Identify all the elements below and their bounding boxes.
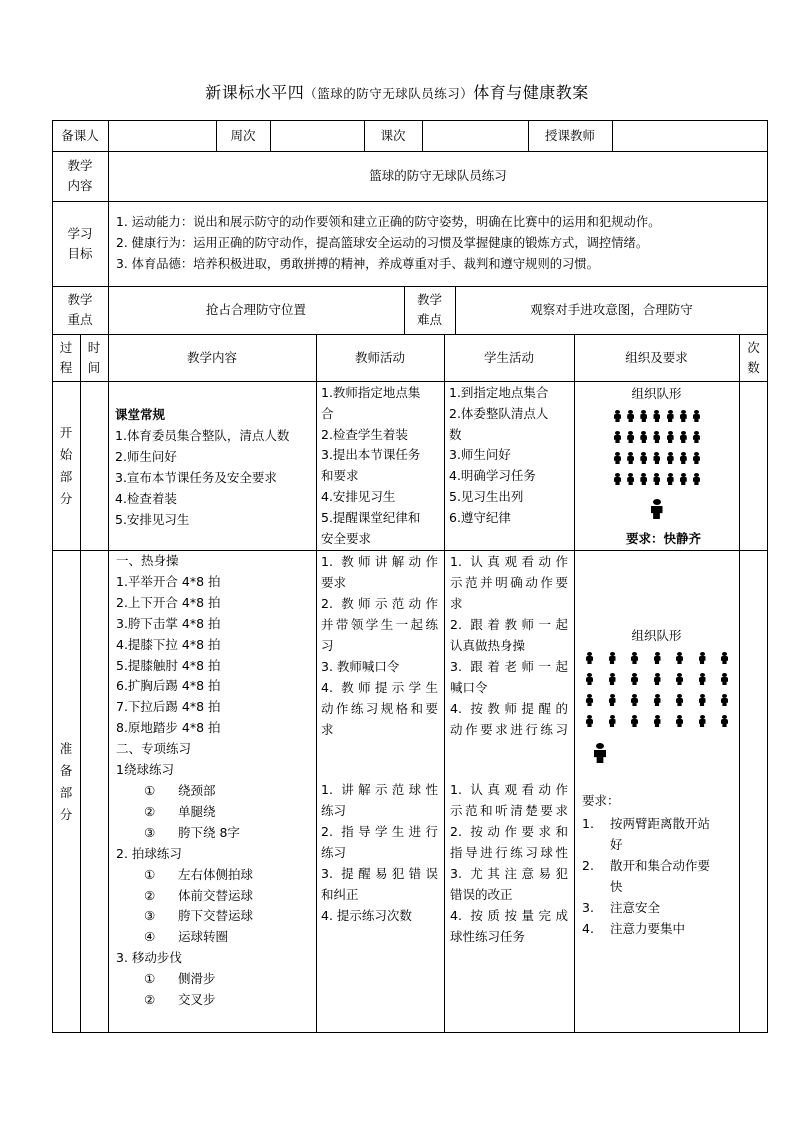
student-icon — [584, 715, 595, 727]
list-item: 5.安排见习生 — [115, 512, 190, 527]
prep-student-b: 1. 认真观看动作 示范和听清楚要求 2. 按动作要求和 指导进行练习球性 3. 尤其注意易犯 错误的改正 4. 按质按量完成 球性练习任务 — [450, 782, 568, 944]
student-icon — [674, 694, 685, 706]
col-content: 教学内容 — [186, 349, 237, 365]
requirement-label: 要求： — [582, 793, 620, 808]
student-icon — [638, 431, 649, 443]
student-icon — [674, 652, 685, 664]
routine-heading: 课堂常规 — [115, 407, 166, 422]
phase-prep: 准 备 部 分 — [59, 740, 73, 822]
student-icon — [629, 673, 640, 685]
list-item: 7.下拉后踢 4*8 拍 — [116, 699, 221, 715]
teacher-label: 授课教师 — [544, 127, 595, 143]
student-icon — [652, 652, 663, 664]
list-item: 4.提膝下拉 4*8 拍 — [116, 636, 221, 652]
student-icon — [612, 431, 623, 443]
student-icon — [625, 431, 636, 443]
student-icon — [678, 452, 689, 464]
preparer-label: 备课人 — [61, 127, 99, 143]
list-item: ④ 运球转圈 — [144, 929, 229, 945]
list-item: ① 左右体侧拍球 — [144, 866, 254, 882]
prep-teacher-b: 1. 讲解示范球性 练习 2. 指导学生进行 练习 3. 提醒易犯错误 和纠正 4. 提示练习次数 — [321, 782, 438, 923]
list-item: 4.检查着装 — [115, 491, 177, 506]
special-heading: 二、专项练习 — [116, 741, 192, 757]
goal-item: 1. 运动能力：说出和展示防守的动作要领和建立正确的防守姿势，明确在比赛中的运用和犯规动作。 — [116, 215, 661, 229]
student-icon — [584, 694, 595, 706]
prep-student-a: 1. 认真观看动作 示范并明确动作要 求 2. 跟着教师一起 认真做热身操 3. 跟着老师一起 喊口令 4. 按教师提醒的 动作要求进行练习 — [450, 554, 568, 737]
week-label: 周次 — [230, 127, 256, 143]
list-item: ① 侧滑步 — [144, 971, 216, 987]
list-item: ② 单腿绕 — [144, 803, 216, 819]
goals-list — [116, 212, 764, 275]
list-item: ③ 胯下交替运球 — [144, 908, 254, 924]
student-icon — [607, 652, 618, 664]
student-icon — [612, 473, 623, 485]
student-icon — [678, 473, 689, 485]
student-icon — [625, 473, 636, 485]
student-formation — [584, 652, 730, 727]
teacher-icon — [649, 499, 665, 519]
list-item: 6.扩胸后踢 4*8 拍 — [116, 678, 221, 694]
goal-item: 3. 体育品德：培养积极进取，勇敢拼搏的精神，养成尊重对手、裁判和遵守规则的习惯。 — [116, 257, 599, 271]
student-icon — [691, 473, 702, 485]
student-icon — [697, 652, 708, 664]
student-icon — [638, 473, 649, 485]
title-sub: （篮球的防守无球队员练习） — [304, 86, 474, 101]
goals-label: 学习 目标 — [67, 225, 93, 261]
list-item: ② 体前交替运球 — [144, 887, 254, 903]
student-icon — [612, 452, 623, 464]
step-heading: 3. 移动步伐 — [116, 950, 182, 966]
col-time: 时 间 — [87, 339, 101, 375]
goal-item: 2. 健康行为：运用正确的防守动作，提高篮球安全运动的习惯及掌握健康的锻炼方式，调控情绪。 — [116, 236, 649, 250]
student-icon — [719, 652, 730, 664]
col-count: 次 数 — [747, 339, 760, 375]
title-tail: 体育与健康教案 — [473, 83, 589, 102]
student-icon — [665, 431, 676, 443]
col-process: 过 程 — [59, 339, 73, 375]
requirement-list — [582, 813, 739, 939]
list-item: 8.原地踏步 4*8 拍 — [116, 720, 221, 736]
formation-title: 组织队形 — [631, 628, 682, 643]
teacher-field[interactable] — [612, 120, 768, 151]
student-icon — [629, 652, 640, 664]
student-icon — [665, 452, 676, 464]
student-icon — [651, 431, 662, 443]
start-requirement: 要求：快静齐 — [625, 531, 701, 546]
student-icon — [674, 715, 685, 727]
student-icon — [607, 715, 618, 727]
lesson-label: 课次 — [380, 127, 406, 143]
col-student: 学生活动 — [483, 349, 534, 365]
lesson-field[interactable] — [422, 120, 528, 151]
student-icon — [719, 673, 730, 685]
list-item: 3.宣布本节课任务及安全要求 — [115, 470, 277, 485]
student-icon — [607, 673, 618, 685]
student-icon — [629, 694, 640, 706]
list-item: ① 绕颈部 — [144, 782, 216, 798]
bounce-heading: 2. 拍球练习 — [116, 845, 182, 861]
student-icon — [584, 673, 595, 685]
content-value: 篮球的防守无球队员练习 — [369, 168, 507, 183]
list-item: 2.上下开合 4*8 拍 — [116, 594, 221, 610]
list-item: 1. 按两臂距离散开站 好 — [582, 816, 711, 852]
start-org — [574, 381, 739, 550]
student-icon — [691, 431, 702, 443]
student-icon — [719, 715, 730, 727]
week-field[interactable] — [270, 120, 364, 151]
content-label: 教学 内容 — [67, 158, 93, 193]
student-icon — [691, 410, 702, 422]
teacher-icon — [592, 743, 608, 763]
list-item: 1.体育委员集合整队，清点人数 — [115, 428, 290, 443]
prep-content — [116, 551, 314, 1011]
preparer-field[interactable] — [108, 120, 216, 151]
phase-start: 开 始 部 分 — [59, 424, 73, 506]
focus-value: 抢占合理防守位置 — [205, 302, 306, 317]
col-teacher: 教师活动 — [354, 349, 405, 365]
list-item: 1.平举开合 4*8 拍 — [116, 573, 221, 589]
student-icon — [612, 410, 623, 422]
student-icon — [651, 452, 662, 464]
student-icon — [607, 694, 618, 706]
difficulty-value: 观察对手进攻意图，合理防守 — [530, 302, 693, 317]
student-icon — [697, 715, 708, 727]
warmup-heading: 一、热身操 — [116, 553, 179, 568]
prep-org — [574, 550, 739, 1033]
list-item: 3.胯下击掌 4*8 拍 — [116, 615, 221, 631]
list-item: ③ 胯下绕 8字 — [144, 824, 240, 840]
student-icon — [678, 410, 689, 422]
col-org: 组织及要求 — [625, 349, 688, 365]
list-item: 2.师生问好 — [115, 449, 177, 464]
student-icon — [652, 715, 663, 727]
difficulty-label: 教学 难点 — [416, 292, 442, 327]
student-icon — [651, 473, 662, 485]
student-icon — [719, 694, 730, 706]
list-item: 2. 散开和集合动作要 快 — [582, 858, 711, 894]
student-icon — [691, 452, 702, 464]
student-icon — [638, 452, 649, 464]
start-content — [115, 404, 315, 530]
list-item: 3. 注意安全 — [582, 900, 661, 915]
student-icon — [638, 410, 649, 422]
student-formation — [612, 410, 702, 485]
student-icon — [651, 410, 662, 422]
student-icon — [584, 652, 595, 664]
student-icon — [697, 673, 708, 685]
student-icon — [629, 715, 640, 727]
student-icon — [678, 431, 689, 443]
student-icon — [697, 694, 708, 706]
student-icon — [665, 410, 676, 422]
student-icon — [625, 410, 636, 422]
start-teacher: 1.教师指定地点集 合 2.检查学生着装 3.提出本节课任务 和要求 4.安排见习生 5.提醒课堂纪律和 安全要求 — [321, 385, 421, 546]
list-item: ② 交叉步 — [144, 992, 216, 1008]
list-item: 5.提膝触肘 4*8 拍 — [116, 657, 221, 673]
title-main: 新课标水平四 — [205, 83, 305, 102]
focus-label: 教学 重点 — [67, 292, 93, 327]
formation-title: 组织队形 — [631, 386, 682, 401]
student-icon — [625, 452, 636, 464]
student-icon — [652, 694, 663, 706]
dribble-heading: 1绕球练习 — [116, 762, 174, 778]
student-icon — [652, 673, 663, 685]
page-title — [0, 80, 794, 103]
start-student: 1.到指定地点集合 2.体委整队清点人 数 3.师生问好 4.明确学习任务 5.见习生出列 6.遵守纪律 — [449, 385, 549, 525]
student-icon — [674, 673, 685, 685]
prep-teacher-a: 1. 教师讲解动作 要求 2. 教师示范动作 并带领学生一起练 习 3. 教师喊口令 4. 教师提示学生 动作练习规格和要 求 — [321, 554, 438, 737]
list-item: 4. 注意力要集中 — [582, 921, 686, 936]
student-icon — [665, 473, 676, 485]
